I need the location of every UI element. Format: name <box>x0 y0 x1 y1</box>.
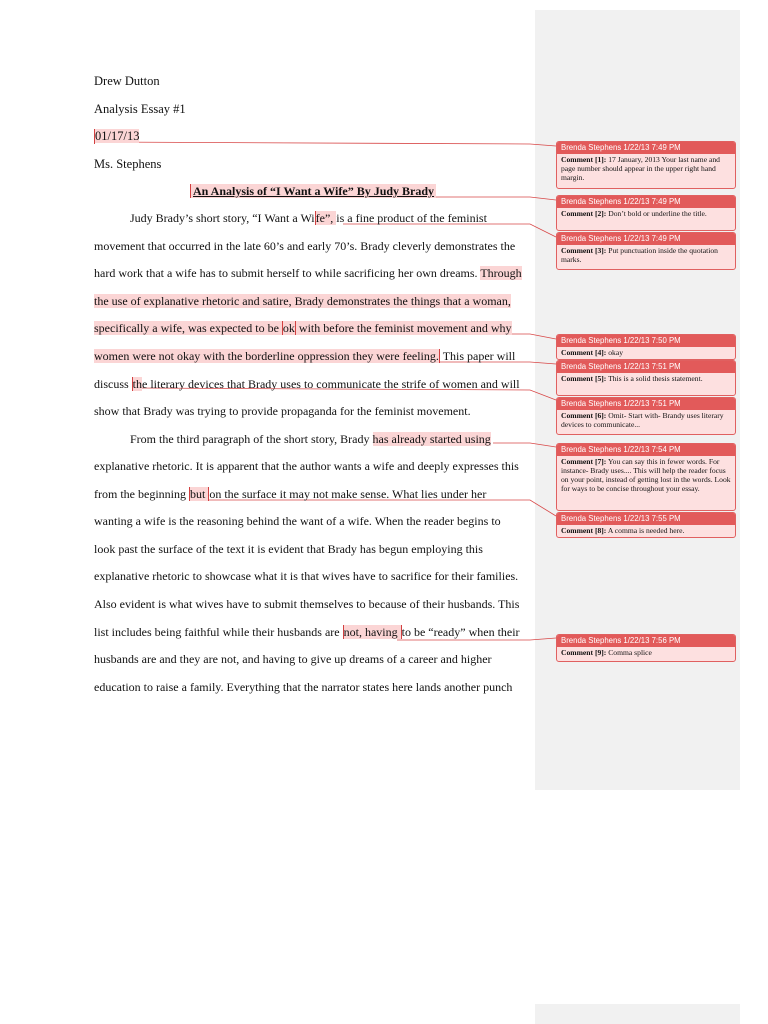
text-run: e literary devices that Brady uses to communicate the strife of women and will <box>142 377 520 391</box>
highlight-run: specifically a wife, was expected to be <box>94 321 282 335</box>
comment-text: Don’t bold or underline the title. <box>606 209 707 218</box>
text-run: This paper will <box>439 349 516 363</box>
comment-balloon-3[interactable] <box>556 232 736 270</box>
comment-label: Comment [2]: <box>561 209 607 218</box>
highlight-run: Through <box>480 266 522 280</box>
text-run: from the beginning <box>94 487 189 501</box>
connector-7 <box>493 443 556 447</box>
body-line-6 <box>94 349 515 363</box>
comment-header: Brenda Stephens 1/22/13 7:49 PM <box>557 233 735 245</box>
comment-balloon-2[interactable] <box>556 195 736 231</box>
assignment-name: Analysis Essay #1 <box>94 102 186 116</box>
comment-text: Omit- Start with- Brandy uses literary devices to communicate... <box>561 411 724 429</box>
comment-label: Comment [4]: <box>561 348 607 357</box>
body-line-10: explanative rhetoric. It is apparent that the author wants a wife and deeply expresses this <box>94 459 519 473</box>
text-run: list includes being faithful while their husbands are <box>94 625 343 639</box>
comment-body <box>557 525 735 537</box>
comment-balloon-5[interactable] <box>556 360 736 396</box>
comment-label: Comment [7]: <box>561 457 607 466</box>
text-run: is a fine product of the feminist <box>336 211 487 225</box>
author-name: Drew Dutton <box>94 74 160 88</box>
highlight-run: the use of explanative rhetoric and satire, Brady demonstrates the things that a woman, <box>94 294 511 308</box>
comment-body <box>557 347 735 359</box>
highlight-run: women were not okay with the borderline oppression they were feeling. <box>94 349 439 363</box>
body-line-4 <box>94 294 511 308</box>
comment-balloon-9[interactable] <box>556 634 736 662</box>
body-line-16 <box>94 625 520 639</box>
comment-text: okay <box>606 348 624 357</box>
connector-1 <box>94 142 556 146</box>
comment-label: Comment [8]: <box>561 526 607 535</box>
comment-text: 17 January, 2013 Your last name and page number should appear in the upper right hand margin. <box>561 155 720 182</box>
body-line-2: movement that occurred in the late 60’s and early 70’s. Brady cleverly demonstrates the <box>94 239 516 253</box>
body-line-8: show that Brady was trying to provide propaganda for the feminist movement. <box>94 404 471 418</box>
comment-header: Brenda Stephens 1/22/13 7:51 PM <box>557 398 735 410</box>
comment-text: A comma is needed here. <box>606 526 685 535</box>
text-run: From the third paragraph of the short story, Brady <box>130 432 373 446</box>
body-line-17: husbands are and they are not, and having to give up dreams of a career and higher <box>94 652 492 666</box>
highlight-run: not, having <box>343 625 401 639</box>
comment-body <box>557 456 735 495</box>
text-run: discuss <box>94 377 132 391</box>
highlight-run: but <box>189 487 209 501</box>
comment-text: Comma splice <box>606 648 652 657</box>
comment-label: Comment [5]: <box>561 374 607 383</box>
essay-title-text: An Analysis of “I Want a Wife” By Judy Brady <box>190 184 436 198</box>
highlight-run: fe”, <box>315 211 337 225</box>
body-line-11 <box>94 487 486 501</box>
teacher-name: Ms. Stephens <box>94 157 162 171</box>
comment-label: Comment [1]: <box>561 155 607 164</box>
comment-body <box>557 154 735 184</box>
comment-body <box>557 410 735 431</box>
text-run: hard work that a wife has to submit herself to while sacrificing her own dreams. <box>94 266 481 280</box>
text-run: to be “ready” when their <box>401 625 520 639</box>
comment-body <box>557 373 735 385</box>
comment-text: You can say this in fewer words. For instance- Brady uses.... This will help the reader focus on your point, instead of getting lost in the words. Look for ways to be concise throughout your essay. <box>561 457 731 493</box>
body-line-13: look past the surface of the text it is evident that Brady has begun employing this <box>94 542 483 556</box>
body-line-18: education to raise a family. Everything that the narrator states here lands another punch <box>94 680 513 694</box>
comment-text: This is a solid thesis statement. <box>606 374 703 383</box>
comment-header: Brenda Stephens 1/22/13 7:50 PM <box>557 335 735 347</box>
comment-header: Brenda Stephens 1/22/13 7:54 PM <box>557 444 735 456</box>
text-run: Judy Brady’s short story, “I Want a Wi <box>130 211 315 225</box>
text-run: on the surface it may not make sense. What lies under her <box>209 487 487 501</box>
essay-date-text: 01/17/13 <box>95 129 140 143</box>
body-line-14: explanative rhetoric to showcase what it is that wives have to sacrifice for their families. <box>94 569 519 583</box>
body-line-12: wanting a wife is the reasoning behind the want of a wife. When the reader begins to <box>94 514 501 528</box>
body-line-5 <box>94 321 512 335</box>
comment-balloon-8[interactable] <box>556 512 736 538</box>
highlight-run: has already started using <box>372 432 491 446</box>
body-line-9 <box>130 432 491 446</box>
comment-balloon-7[interactable] <box>556 443 736 511</box>
comment-label: Comment [3]: <box>561 246 607 255</box>
body-line-1 <box>130 211 487 225</box>
comment-label: Comment [9]: <box>561 648 607 657</box>
highlight-run: th <box>132 377 143 391</box>
body-line-7 <box>94 377 520 391</box>
highlight-run: ok <box>282 321 295 335</box>
comment-body <box>557 208 735 220</box>
comment-balloon-6[interactable] <box>556 397 736 435</box>
comment-balloon-4[interactable] <box>556 334 736 360</box>
body-line-3 <box>94 266 522 280</box>
comment-header: Brenda Stephens 1/22/13 7:49 PM <box>557 142 735 154</box>
comment-header: Brenda Stephens 1/22/13 7:55 PM <box>557 513 735 525</box>
body-line-15: Also evident is what wives have to submit themselves to because of their husbands. This <box>94 597 520 611</box>
comment-header: Brenda Stephens 1/22/13 7:56 PM <box>557 635 735 647</box>
comment-header: Brenda Stephens 1/22/13 7:51 PM <box>557 361 735 373</box>
comment-body <box>557 245 735 266</box>
comment-text: Put punctuation inside the quotation marks. <box>561 246 718 264</box>
essay-title <box>190 184 436 199</box>
comment-header: Brenda Stephens 1/22/13 7:49 PM <box>557 196 735 208</box>
highlight-run: with before the feminist movement and why <box>295 321 512 335</box>
comment-body <box>557 647 735 659</box>
comment-label: Comment [6]: <box>561 411 607 420</box>
comment-balloon-1[interactable] <box>556 141 736 189</box>
connector-3 <box>343 224 556 237</box>
essay-date <box>94 129 139 144</box>
